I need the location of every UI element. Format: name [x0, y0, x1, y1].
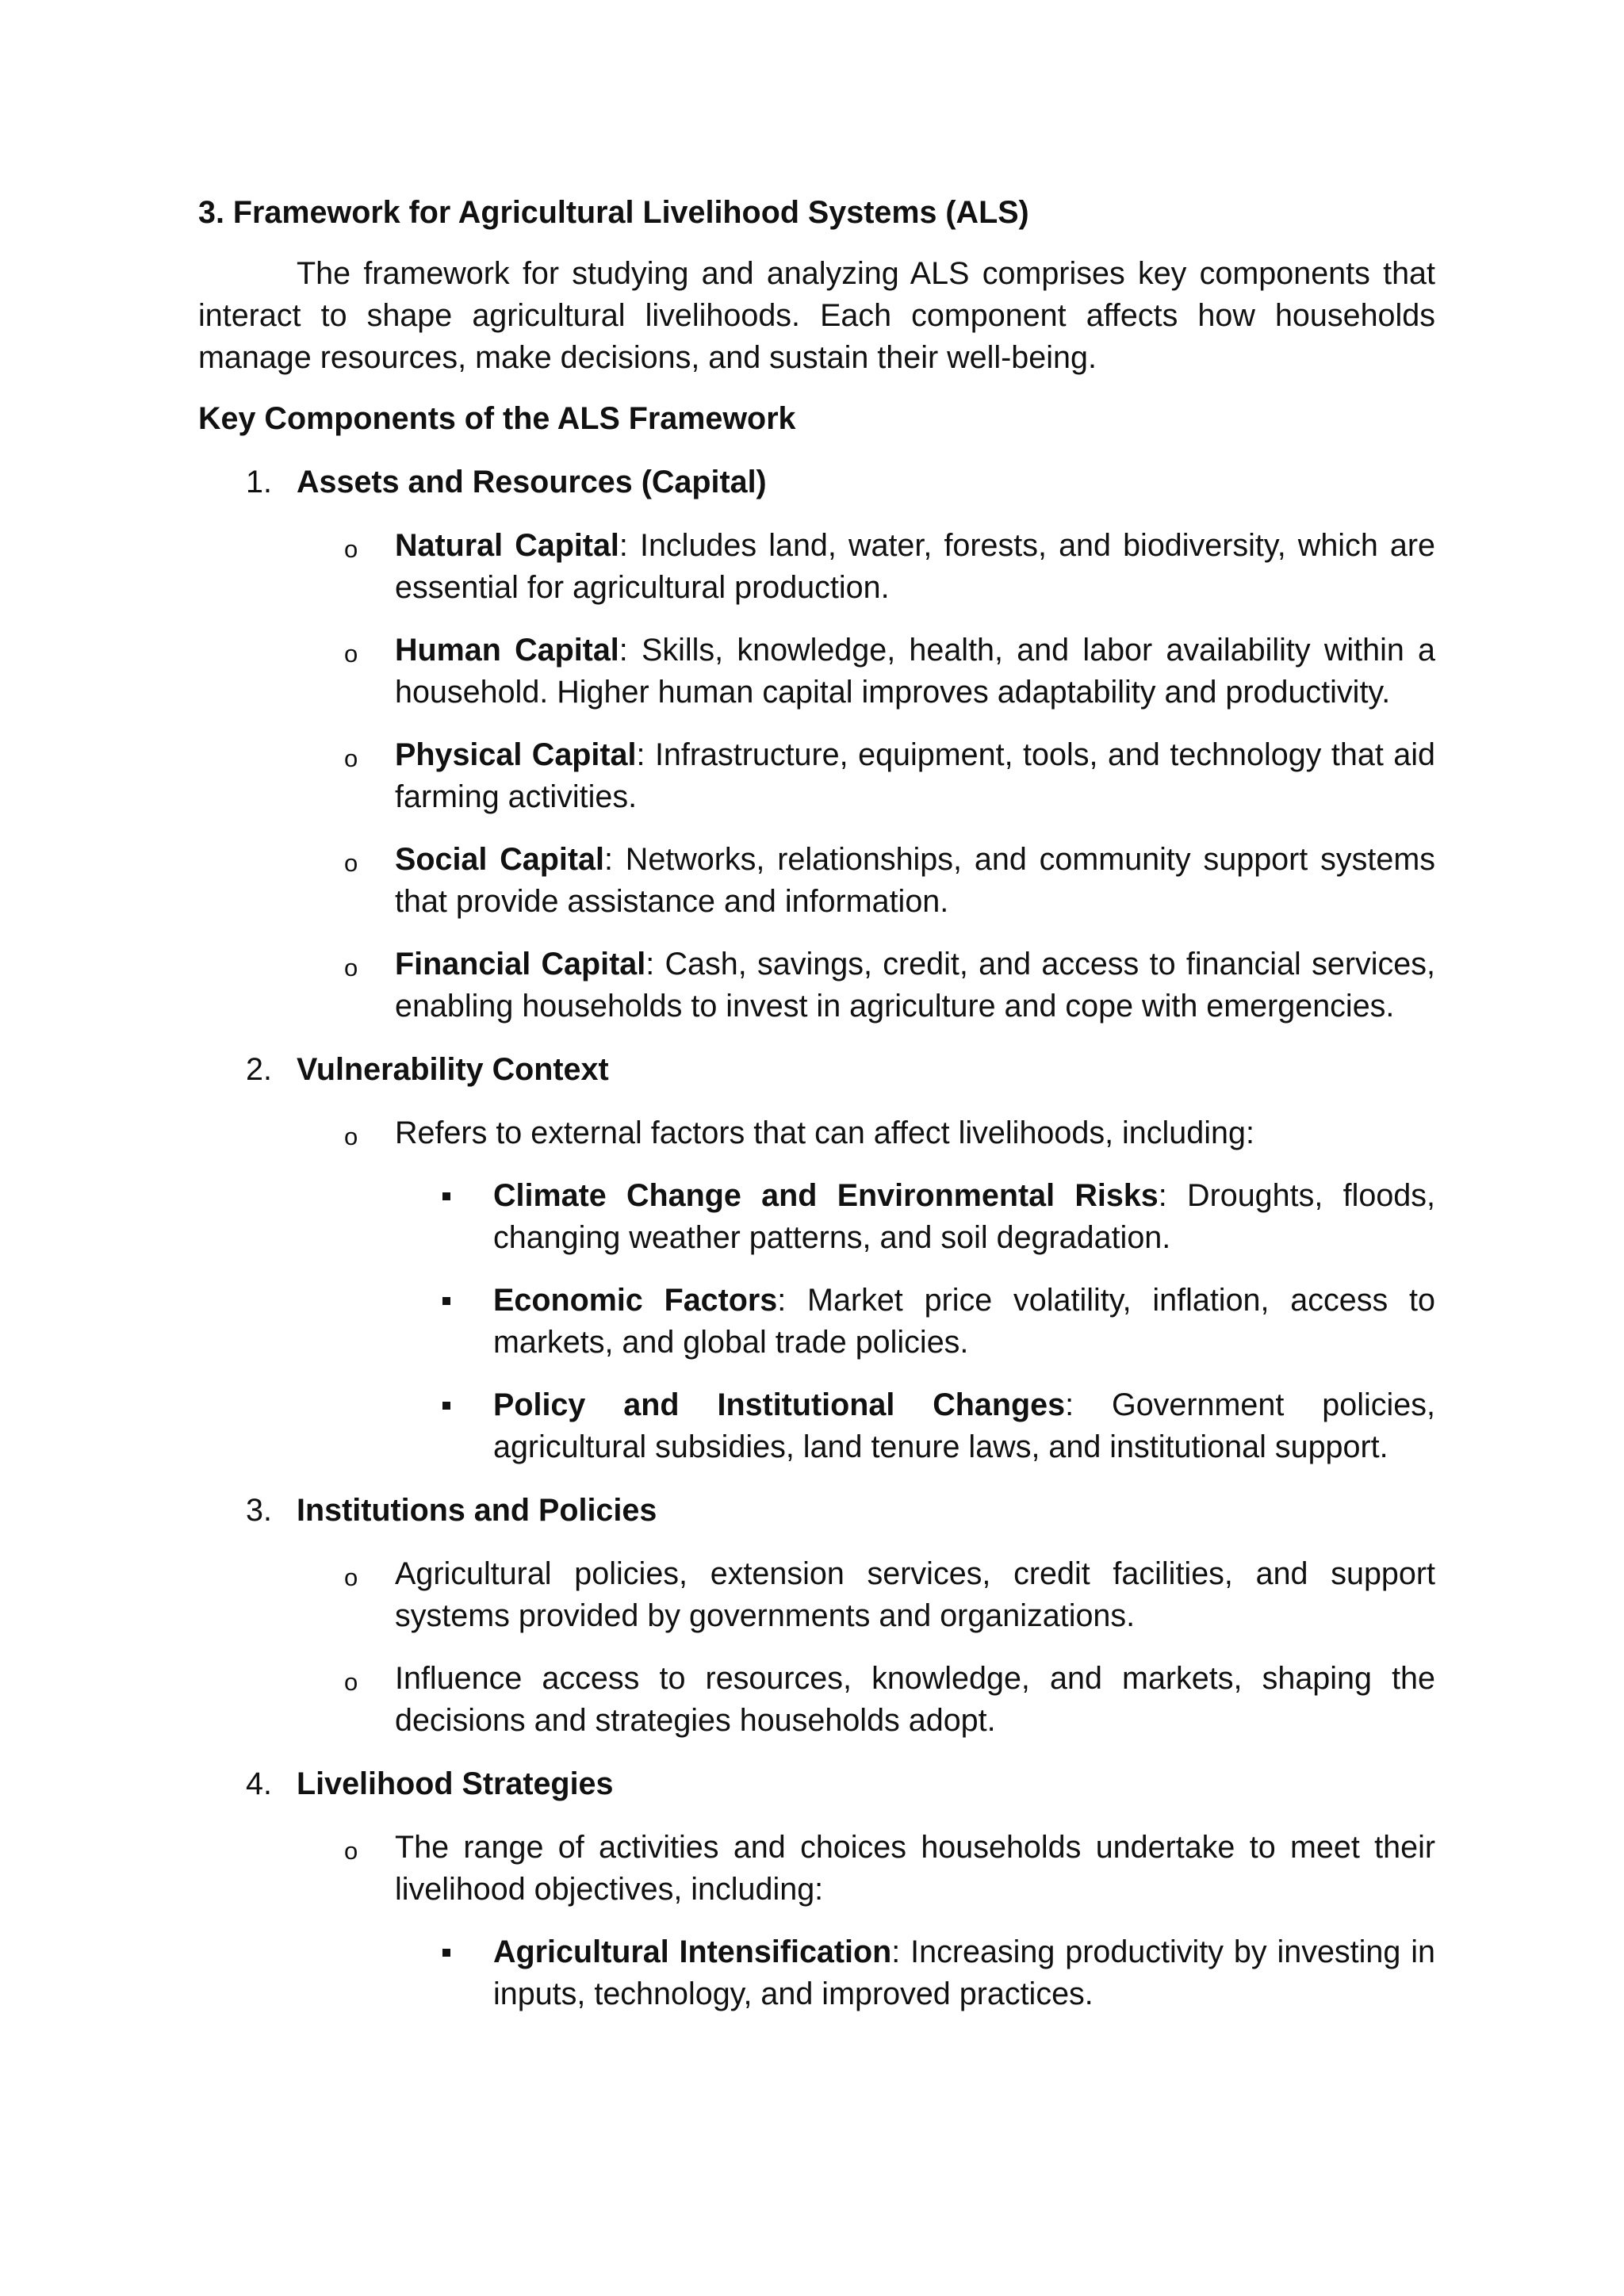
square-bullet-icon [442, 1192, 450, 1200]
list-text: The range of activities and choices households undertake to meet their livelihood objectives, including: [395, 1830, 1435, 1907]
square-bullet-icon [442, 1297, 450, 1305]
term: Financial Capital [395, 947, 646, 982]
term: Economic Factors [493, 1283, 778, 1318]
term: Human Capital [395, 633, 619, 668]
item-title: Institutions and Policies [297, 1493, 657, 1528]
risk-list [395, 1175, 1435, 1468]
vulnerability-list [297, 1112, 1435, 1468]
term: Physical Capital [395, 737, 637, 772]
circle-bullet-icon: o [344, 1123, 358, 1150]
list-text: Influence access to resources, knowledge, and markets, shaping the decisions and strategies households adopt. [395, 1661, 1435, 1738]
item-title: Vulnerability Context [297, 1052, 609, 1087]
intro-paragraph: The framework for studying and analyzing ALS comprises key components that interact to shape agricultural livelihoods. Each component affects how households manage resources, make decisions, and sustain their well-being. [198, 256, 1435, 375]
components-heading: Key Components of the ALS Framework [198, 401, 796, 436]
strategies-list [297, 1827, 1435, 2015]
components-list [198, 461, 1435, 2015]
circle-bullet-icon: o [344, 1837, 358, 1865]
term: Social Capital [395, 842, 604, 877]
institutions-list [297, 1553, 1435, 1742]
definition: : Networks, relationships, and community support systems that provide assistance and information. [395, 842, 1435, 919]
circle-bullet-icon: o [344, 954, 358, 982]
definition: : Cash, savings, credit, and access to financial services, enabling households to invest in agriculture and cope with emergencies. [395, 947, 1435, 1024]
list-item [297, 943, 1435, 1027]
item-number: 2. [246, 1052, 272, 1087]
capital-list [297, 525, 1435, 1027]
circle-bullet-icon: o [344, 744, 358, 772]
item-title: Livelihood Strategies [297, 1766, 614, 1801]
list-item [297, 1112, 1435, 1468]
component-item [198, 1049, 1435, 1468]
component-item [198, 1490, 1435, 1742]
list-item [297, 1827, 1435, 2015]
list-item [297, 839, 1435, 923]
item-number: 3. [246, 1493, 272, 1528]
definition: : Government policies, agricultural subsidies, land tenure laws, and institutional support. [493, 1387, 1435, 1464]
definition: : Skills, knowledge, health, and labor availability within a household. Higher human capital improves adaptability and productivity. [395, 633, 1436, 710]
term: Natural Capital [395, 528, 619, 563]
definition: : Market price volatility, inflation, access to markets, and global trade policies. [493, 1283, 1435, 1360]
list-item [297, 525, 1435, 609]
definition: : Increasing productivity by investing in inputs, technology, and improved practices. [493, 1934, 1435, 2011]
definition: : Includes land, water, forests, and biodiversity, which are essential for agricultural production. [395, 528, 1435, 605]
list-item [297, 1658, 1435, 1742]
list-text: Agricultural policies, extension services, credit facilities, and support systems provided by governments and organizations. [395, 1556, 1435, 1633]
list-item [395, 1175, 1435, 1259]
circle-bullet-icon: o [344, 535, 358, 563]
circle-bullet-icon: o [344, 640, 358, 668]
component-item [198, 461, 1435, 1027]
component-item [198, 1763, 1435, 2015]
term: Policy and Institutional Changes [493, 1387, 1066, 1422]
section-title: 3. Framework for Agricultural Livelihood Systems (ALS) [198, 195, 1029, 230]
circle-bullet-icon: o [344, 1668, 358, 1696]
list-item [395, 1280, 1435, 1364]
document-content [198, 192, 1435, 2037]
list-item [297, 1553, 1435, 1637]
definition: : Droughts, floods, changing weather patterns, and soil degradation. [493, 1178, 1435, 1255]
circle-bullet-icon: o [344, 849, 358, 877]
item-number: 1. [246, 465, 272, 499]
list-item [395, 1384, 1435, 1468]
circle-bullet-icon: o [344, 1563, 358, 1591]
square-bullet-icon [442, 1949, 450, 1957]
term: Agricultural Intensification [493, 1934, 892, 1969]
term: Climate Change and Environmental Risks [493, 1178, 1159, 1213]
square-bullet-icon [442, 1402, 450, 1410]
definition: : Infrastructure, equipment, tools, and technology that aid farming activities. [395, 737, 1435, 814]
list-text: Refers to external factors that can affect livelihoods, including: [395, 1115, 1254, 1150]
item-number: 4. [246, 1766, 272, 1801]
list-item [395, 1931, 1435, 2015]
item-title: Assets and Resources (Capital) [297, 465, 767, 499]
strategy-points-list [395, 1931, 1435, 2015]
list-item [297, 629, 1435, 714]
list-item [297, 734, 1435, 818]
